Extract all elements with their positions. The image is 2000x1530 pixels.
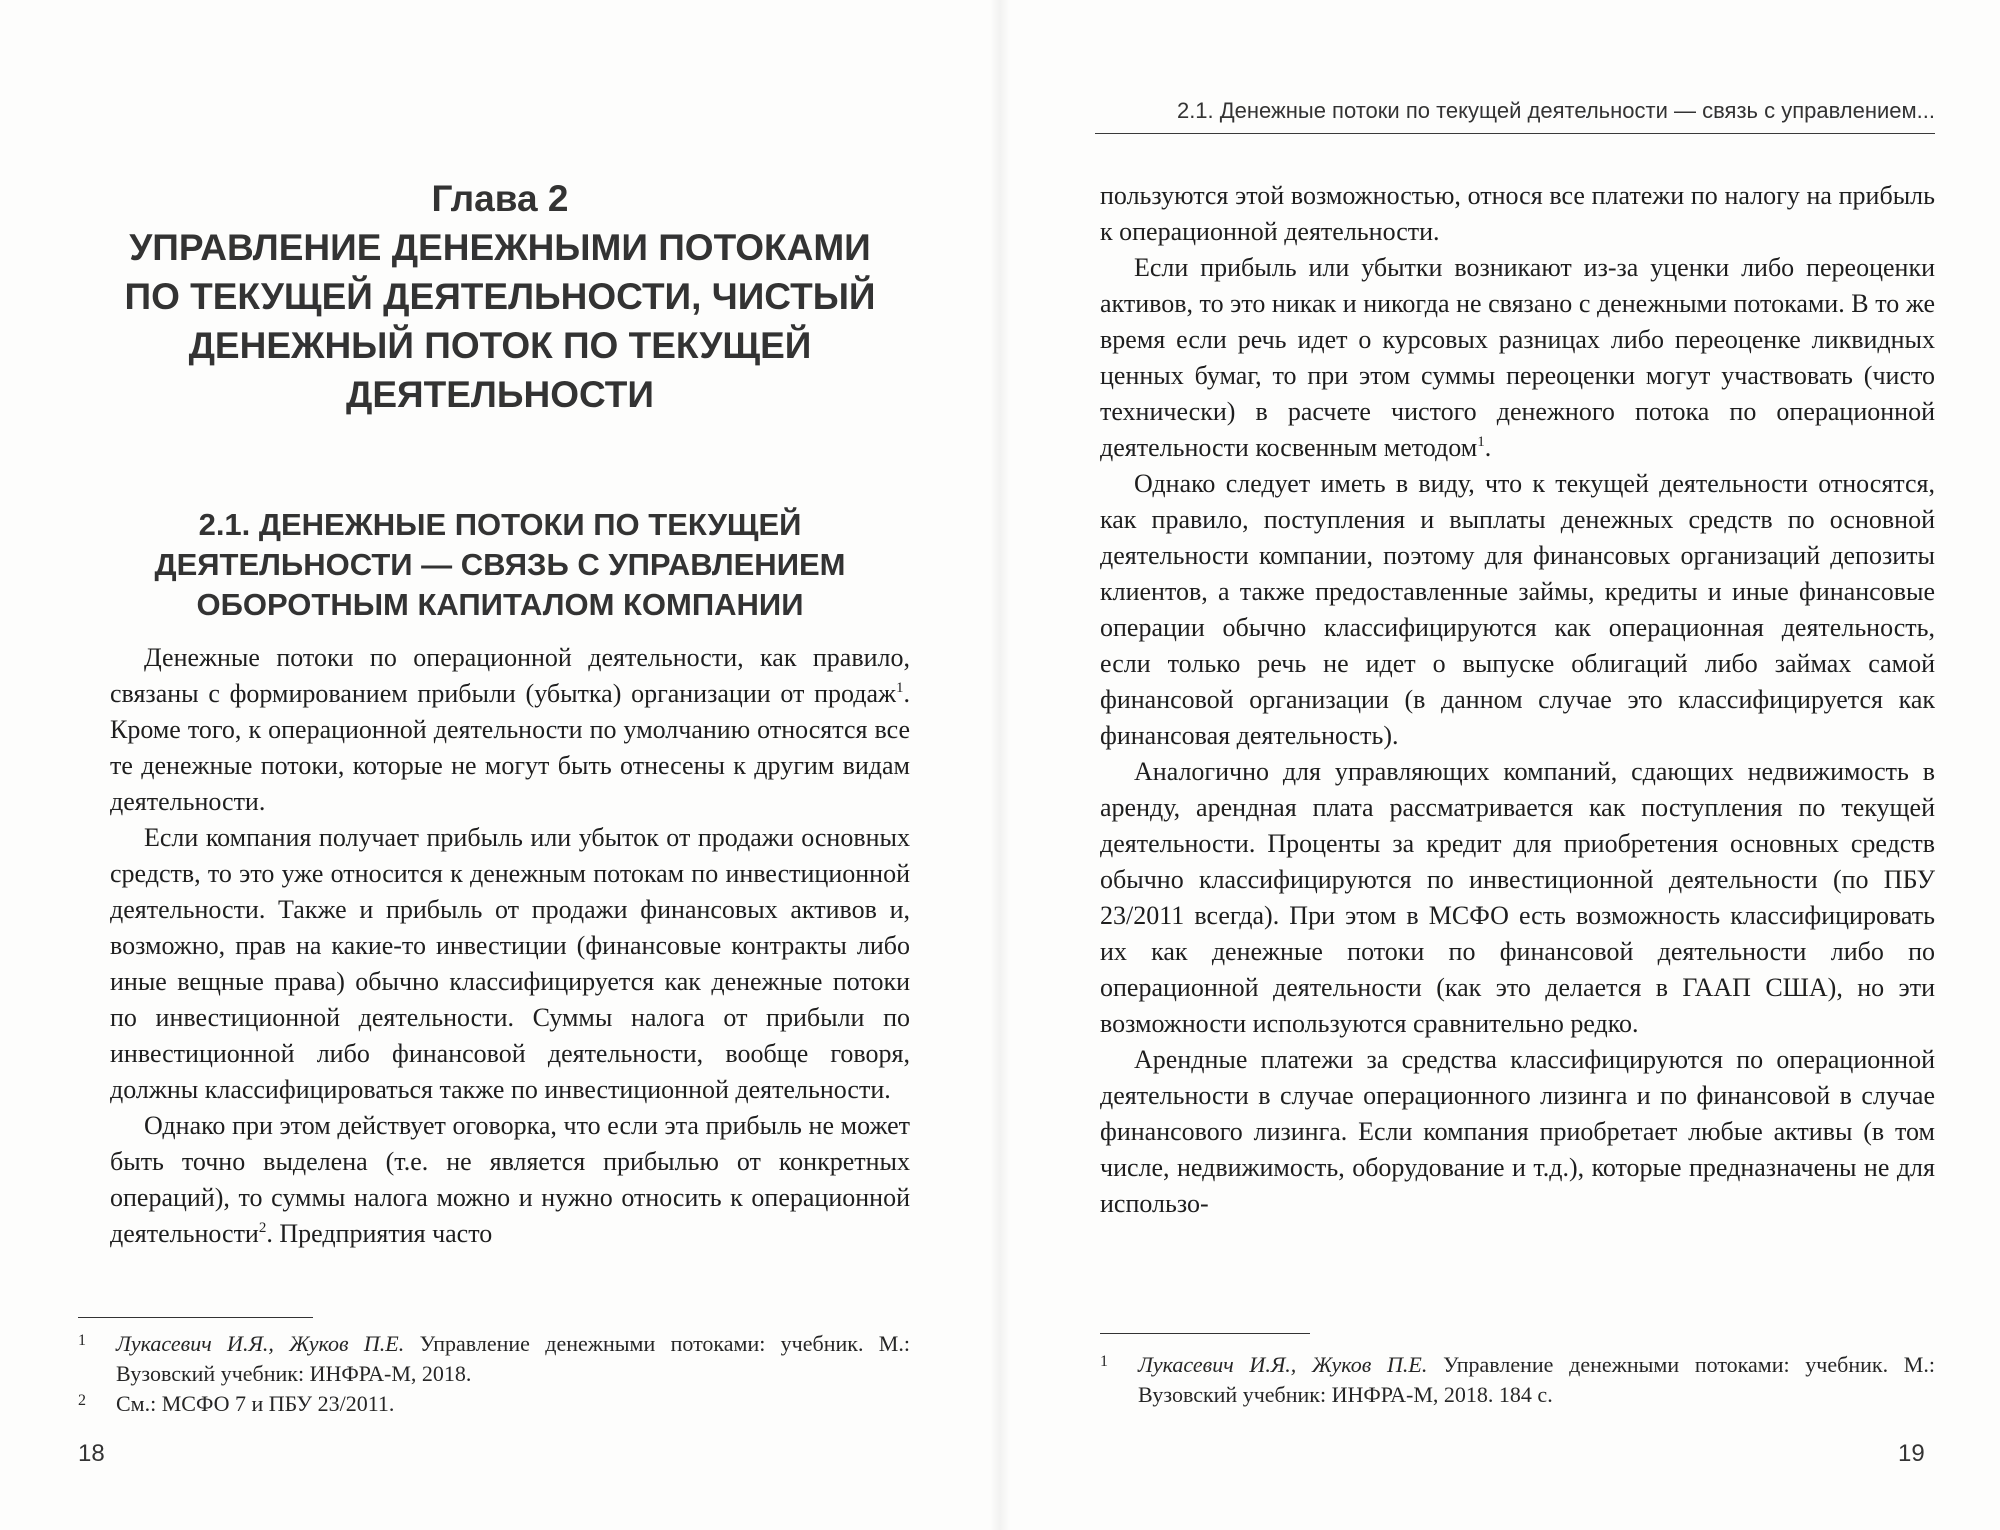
chapter-title-line-2: ПО ТЕКУЩЕЙ ДЕЯТЕЛЬНОСТИ, ЧИСТЫЙ: [124, 276, 876, 317]
footnote-authors: Лукасевич И.Я., Жуков П.Е.: [1138, 1352, 1428, 1377]
left-body-text: [110, 640, 910, 1252]
page-number: 18: [78, 1440, 105, 1467]
footnote-body: Управление денежными потоками: учебник. М.: Вузовский учебник: ИНФРА-М, 2018. 184 с.: [1138, 1352, 1935, 1407]
footnote-divider: [78, 1317, 313, 1318]
chapter-heading: [90, 175, 910, 419]
paragraph-text: Денежные потоки по операционной деятельности, как правило, связаны с формированием прибыли (убытка) организации от продаж: [110, 643, 910, 708]
footnote-body: Управление денежными потоками: учебник. М.: Вузовский учебник: ИНФРА-М, 2018.: [116, 1331, 910, 1386]
paragraph-text: .: [1484, 433, 1492, 462]
footnote-authors: Лукасевич И.Я., Жуков П.Е.: [116, 1331, 405, 1356]
section-title-line-3: ОБОРОТНЫМ КАПИТАЛОМ КОМПАНИИ: [196, 587, 804, 622]
footnote-text: [116, 1329, 910, 1389]
section-title-line-1: 2.1. ДЕНЕЖНЫЕ ПОТОКИ ПО ТЕКУЩЕЙ: [198, 507, 802, 542]
footnote-mark: 1: [1100, 1353, 1108, 1370]
chapter-number: Глава 2: [431, 178, 569, 219]
footnote-mark: 1: [78, 1332, 86, 1349]
paragraph: пользуются этой возможностью, относя все платежи по налогу на прибыль к операционной деятельности.: [1100, 181, 1935, 246]
paragraph: [1100, 250, 1935, 466]
footnote-mark: 2: [78, 1392, 86, 1409]
chapter-title-line-1: УПРАВЛЕНИЕ ДЕНЕЖНЫМИ ПОТОКАМИ: [129, 227, 871, 268]
section-heading: [100, 505, 900, 625]
paragraph-text: Если прибыль или убытки возникают из-за уценки либо переоценки активов, то это никак и никогда не связано с денежными потоками. В то же время если речь идет о курсовых разницах либо переоценке ликвидных ценных бумаг, то при этом суммы переоценки могут участвовать (чисто технически) в расчете чистого денежного потока по операционной деятельности косвенным методом: [1100, 253, 1935, 462]
section-title-line-2: ДЕЯТЕЛЬНОСТИ — СВЯЗЬ С УПРАВЛЕНИЕМ: [154, 547, 846, 582]
paragraph: Аналогично для управляющих компаний, сдающих недвижимость в аренду, арендная плата рассматривается как поступления по текущей деятельности. Проценты за кредит для приобретения основных средств обычно классифицируются по инвестиционной деятельности (по ПБУ 23/2011 всегда). При этом в МСФО есть возможность классифицировать их как денежные потоки по финансовой деятельности либо по операционной деятельности (как это делается в ГААП США), но эти возможности используются сравнительно редко.: [1100, 757, 1935, 1038]
left-footnotes: [78, 1329, 910, 1419]
footnote: [78, 1389, 910, 1419]
paragraph-text: . Предприятия часто: [266, 1219, 493, 1248]
footnote-ref: 1: [1477, 434, 1485, 450]
right-footnotes: [1100, 1350, 1935, 1410]
paragraph: Если компания получает прибыль или убыток от продажи основных средств, то это уже относится к денежным потокам по инвестиционной деятельности. Также и прибыль от продажи финансовых активов и, возможно, прав на какие-то инвестиции (финансовые контракты либо иные вещные права) обычно классифицируется как денежные потоки по инвестиционной деятельности. Суммы налога от прибыли по инвестиционной либо финансовой деятельности, вообще говоря, должны классифицироваться также по инвестиционной деятельности.: [110, 823, 910, 1104]
paragraph: Арендные платежи за средства классифицируются по операционной деятельности в случае операционного лизинга и по финансовой в случае финансового лизинга. Если компания приобретает любые активы (в том числе, недвижимость, оборудование и т.д.), которые предназначены не для использо-: [1100, 1045, 1935, 1218]
footnote-divider: [1100, 1333, 1310, 1334]
right-page: [1000, 0, 2000, 1530]
footnote: [1100, 1350, 1935, 1410]
paragraph: [110, 1108, 910, 1252]
paragraph: Однако следует иметь в виду, что к текущей деятельности относятся, как правило, поступления и выплаты денежных средств по основной деятельности компании, поэтому для финансовых организаций депозиты клиентов, а также предоставленные займы, кредиты и иные финансовые операции обычно классифицируются как операционная деятельность, если только речь не идет о выпуске облигаций либо займах самой финансовой организации (в данном случае это классифицируется как финансовая деятельность).: [1100, 469, 1935, 750]
paragraph-text: Однако при этом действует оговорка, что если эта прибыль не может быть точно выделена (т.е. не является прибылью от конкретных операций), то суммы налога можно и нужно относить к операционной деятельности: [110, 1111, 910, 1248]
paragraph: [110, 640, 910, 820]
chapter-title-line-4: ДЕЯТЕЛЬНОСТИ: [346, 374, 654, 415]
footnote-text: [1138, 1350, 1935, 1410]
right-body-text: [1100, 178, 1935, 1222]
footnote-ref: 1: [896, 680, 904, 696]
footnote: [78, 1329, 910, 1389]
running-header-rule: [1095, 133, 1935, 134]
page-number: 19: [1898, 1440, 1925, 1467]
paragraph-text: . Кроме того, к операционной деятельности по умолчанию относятся все те денежные потоки, которые не могут быть отнесены к другим видам деятельности.: [110, 679, 910, 816]
chapter-title-line-3: ДЕНЕЖНЫЙ ПОТОК ПО ТЕКУЩЕЙ: [188, 325, 812, 366]
footnote-text: См.: МСФО 7 и ПБУ 23/2011.: [116, 1391, 395, 1416]
running-header: 2.1. Денежные потоки по текущей деятельности — связь с управлением...: [1176, 98, 1935, 123]
footnote-ref: 2: [258, 1220, 267, 1236]
